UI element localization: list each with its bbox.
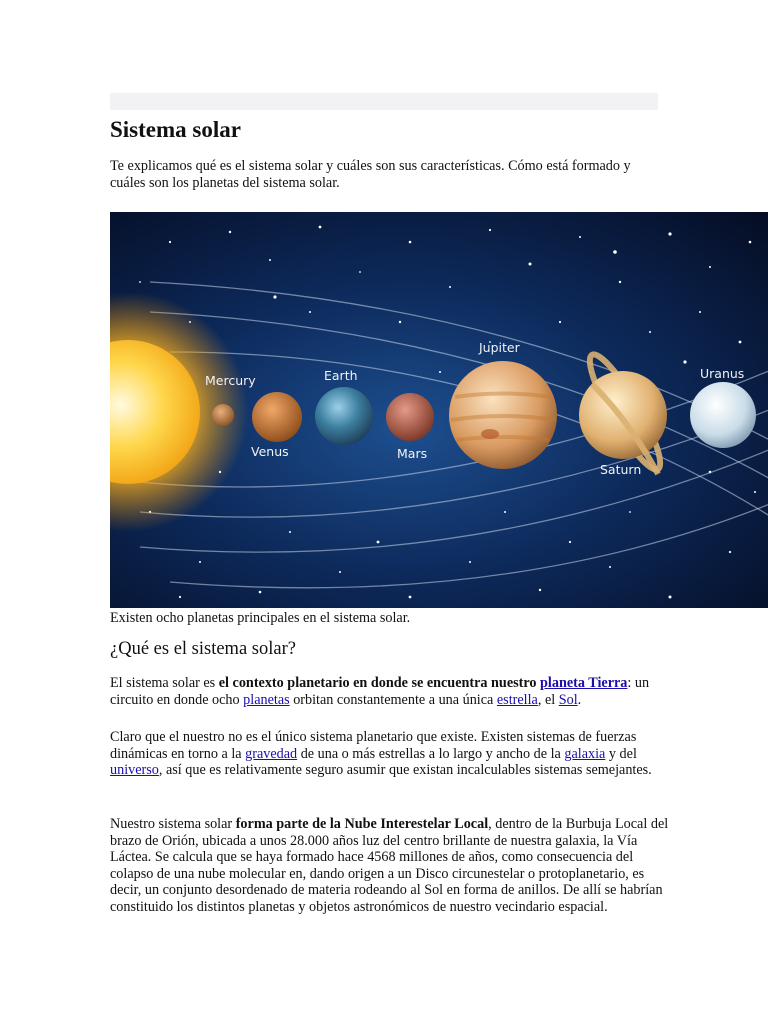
link-planetas[interactable]: planetas (243, 691, 290, 708)
label-mercury: Mercury (205, 373, 256, 388)
lead-paragraph: Te explicamos qué es el sistema solar y cuáles son sus características. Cómo está formado y cuáles son los planetas del sistema solar. (110, 158, 631, 191)
link-gravedad[interactable]: gravedad (245, 745, 298, 762)
label-jupiter: Jupiter (479, 340, 520, 355)
paragraph-3: Nuestro sistema solar forma parte de la Nube Interestelar Local, dentro de la Burbuja Local del brazo de Orión, ubicada a unos 28.000 años luz del centro brillante de nuestra galaxia, la Vía Láctea. Se calcula que se haya formado hace 4568 millones de años, como consecuencia del colapso de una nube molecular en, dando origen a un Disco circunestelar o protoplanetario, es decir, un conjunto desordenado de materia rodeando al Sol en forma de anillos. De allí se habrían constituido los distintos planetas y objetos astronómicos de nuestro vecindario espacial. (110, 816, 669, 915)
planet-mercury (212, 404, 234, 426)
image-caption: Existen ocho planetas principales en el sistema solar. (110, 610, 411, 626)
paragraph-1: El sistema solar es el contexto planetario en donde se encuentra nuestro planeta Tierra: un circuito en donde ocho planetas orbitan constantemente a una única estrella, el Sol. (110, 675, 650, 708)
link-galaxia[interactable]: galaxia (564, 745, 606, 762)
planet-earth (315, 387, 373, 445)
planet-uranus (690, 382, 756, 448)
paragraph-2: Claro que el nuestro no es el único sistema planetario que existe. Existen sistemas de fuerzas dinámicas en torno a la gravedad de una o más estrellas a lo largo y ancho de la galaxia y del universo, así que es relativamente seguro asumir que existan incalculables sistemas semejantes. (110, 729, 652, 778)
label-saturn: Saturn (600, 462, 642, 477)
link-universo[interactable]: universo (110, 762, 159, 778)
solar-system-image (110, 212, 768, 608)
planet-venus (252, 392, 302, 442)
planet-mars (386, 393, 434, 441)
label-earth: Earth (324, 368, 358, 383)
bold-phrase: forma parte de la Nube Interestelar Local (235, 816, 489, 832)
link-planeta-tierra[interactable]: planeta Tierra (540, 675, 628, 691)
link-sol[interactable]: Sol (558, 691, 578, 708)
label-mars: Mars (397, 446, 428, 461)
top-bar (110, 93, 658, 110)
label-uranus: Uranus (700, 366, 745, 381)
link-estrella[interactable]: estrella (496, 691, 538, 708)
label-venus: Venus (251, 444, 289, 459)
bold-phrase: el contexto planetario en donde se encuentra nuestro (218, 675, 541, 691)
section-heading: ¿Qué es el sistema solar? (110, 639, 296, 659)
page-title: Sistema solar (110, 117, 241, 142)
